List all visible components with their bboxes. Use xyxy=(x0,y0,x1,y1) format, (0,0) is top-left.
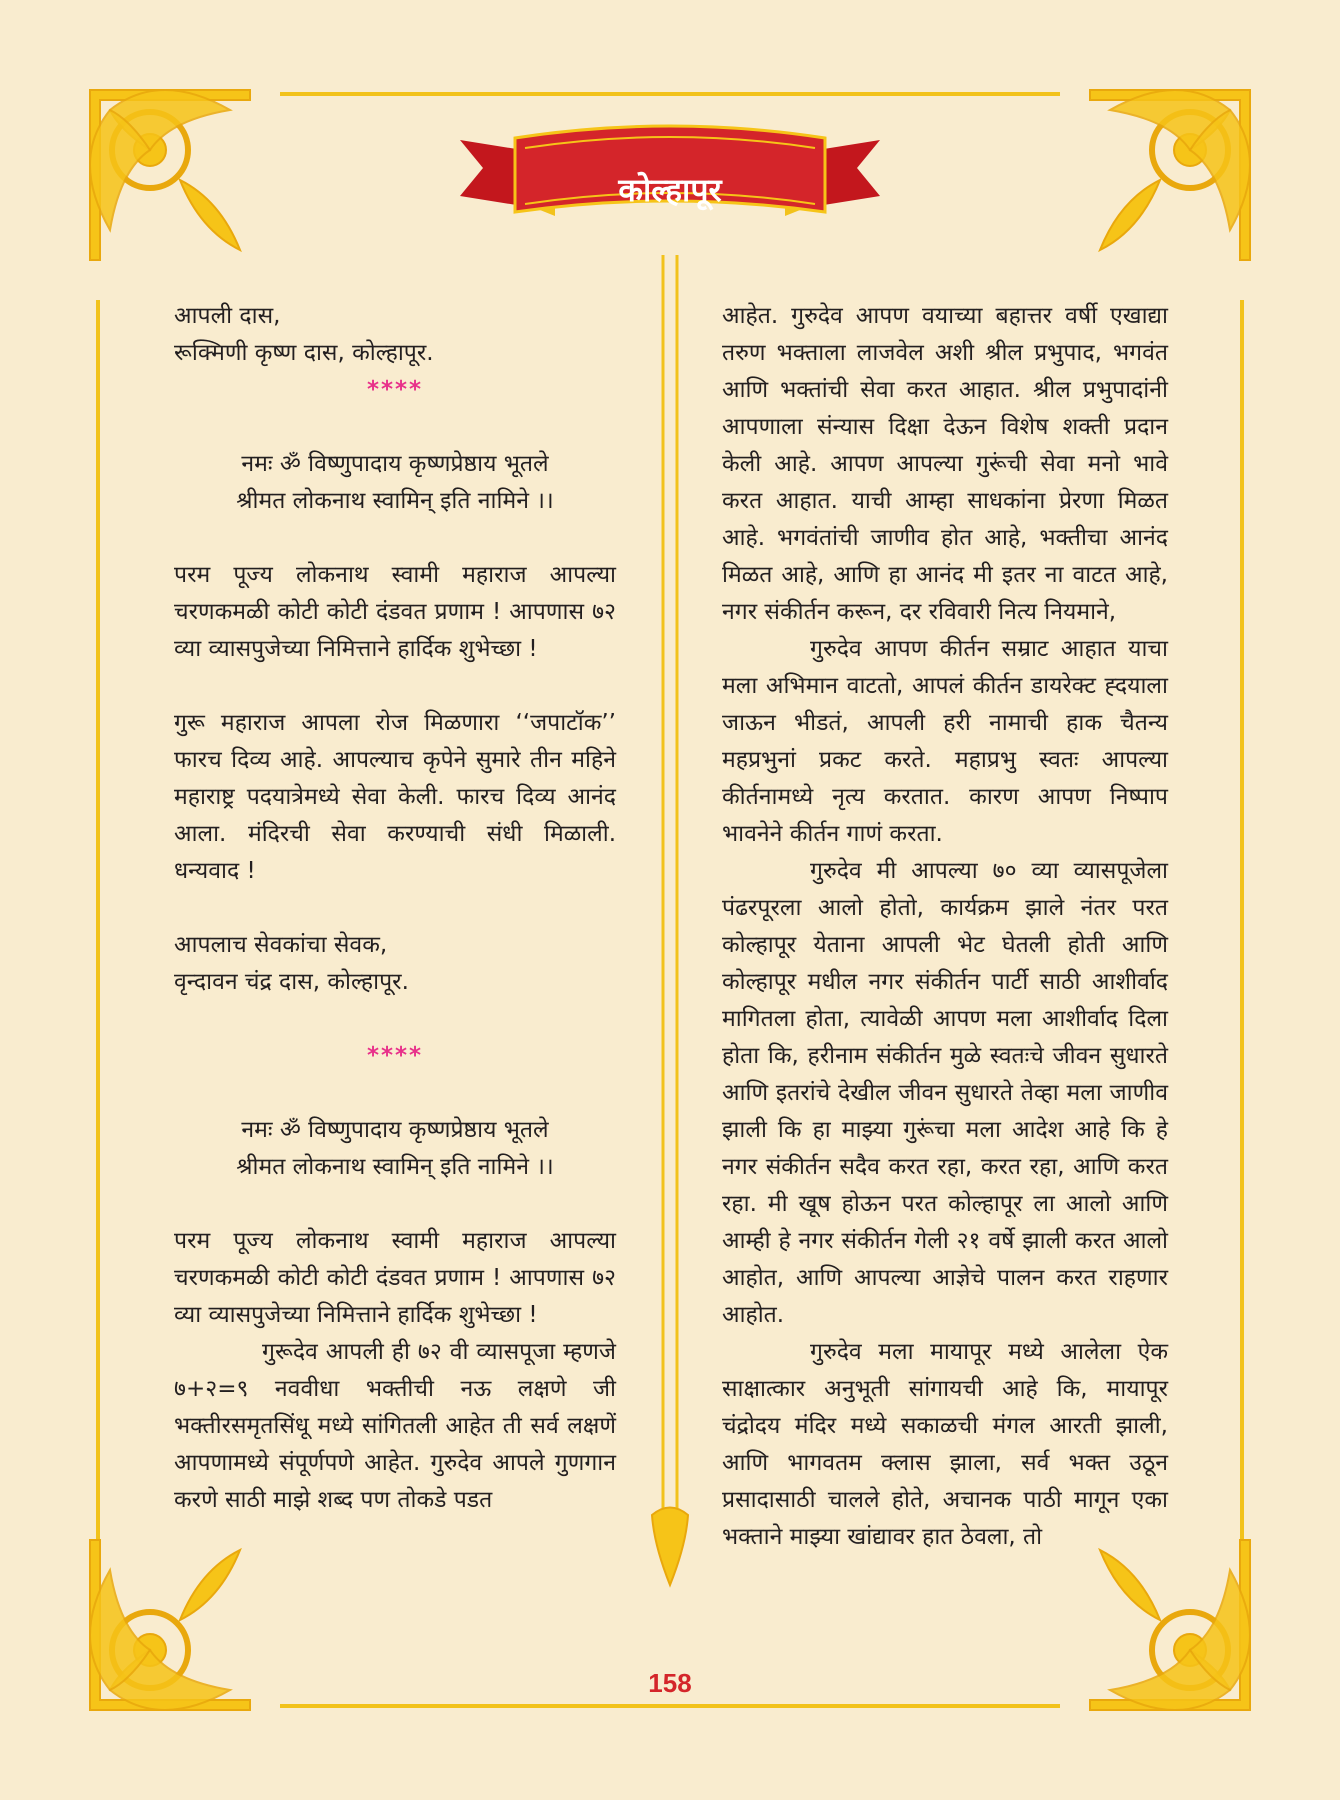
corner-ornament-top-left xyxy=(90,90,250,260)
paragraph: गुरुदेव मला मायापूर मध्ये आलेला ऐक साक्षात्कार अनुभूती सांगायची आहे कि, मायापूर चंद्रोदय मंदिर मध्ये सकाळची मंगल आरती झाली, आणि भागवतम क्लास झाला, सर्व भक्त उठून प्रसादासाठी चालले होते, अचानक पाठी मागून एका भक्ताने माझ्या खांद्यावर हात ठेवला, तो xyxy=(722,1339,1168,1550)
spacer xyxy=(174,1075,616,1112)
verse-line: नमः ॐ विष्णुपादाय कृष्णप्रेष्ठाय भूतले xyxy=(241,451,549,477)
spacer xyxy=(174,1001,616,1038)
paragraph: गुरुदेव मी आपल्या ७० व्या व्यासपूजेला पंढरपूरला आलो होतो, कार्यक्रम झाले नंतर परत कोल्हापूर येताना आपली भेट घेतली होती आणि कोल्हापूर मधील नगर संकीर्तन पार्टी साठी आशीर्वाद मागितला होता, त्यावेळी आपण मला आशीर्वाद दिला होता कि, हरीनाम संकीर्तन मुळे स्वतःचे जीवन सुधारते आणि इतरांचे देखील जीवन सुधारते तेव्हा मला जाणीव झाली कि हा माझ्या गुरूंचा मला आदेश आहे कि हे नगर संकीर्तन सदैव करत रहा, करत रहा, आणि करत रहा. मी खूष होऊन परत कोल्हापूर ला आलो आणि आम्ही हे नगर संकीर्तन गेली २१ वर्षे झाली करत आलो आहोत, आणि आपल्या आज्ञेचे पालन करत राहणार आहोत. xyxy=(722,858,1168,1328)
corner-ornament-top-right xyxy=(1090,90,1250,260)
verse-line: श्रीमत लोकनाथ स्वामिन् इति नामिने ।। xyxy=(236,1154,554,1180)
text-line: वृन्दावन चंद्र दास, कोल्हापूर. xyxy=(174,969,409,995)
spacer xyxy=(174,520,616,557)
corner-ornament-bottom-left xyxy=(90,1540,250,1710)
verse-line: श्रीमत लोकनाथ स्वामिन् इति नामिने ।। xyxy=(236,488,554,514)
paragraph: गुरुदेव आपण कीर्तन सम्राट आहात याचा मला अभिमान वाटतो, आपलं कीर्तन डायरेक्ट ह्दयाला जाऊन भीडतं, आपली हरी नामाची हाक चैतन्य महप्रभुनां प्रकट करते. महाप्रभु स्वतः आपल्या कीर्तनामध्ये नृत्य करतात. कारण आपण निष्पाप भावनेने कीर्तन गाणं करता. xyxy=(722,636,1168,847)
spacer xyxy=(174,1186,616,1223)
text-line: रूक्मिणी कृष्ण दास, कोल्हापूर. xyxy=(174,340,434,366)
spacer xyxy=(174,409,616,446)
divider-drop-ornament xyxy=(652,1508,688,1586)
paragraph: परम पूज्य लोकनाथ स्वामी महाराज आपल्या चरणकमळी कोटी कोटी दंडवत प्रणाम ! आपणास ७२ व्या व्यासपुजेच्या निमित्ताने हार्दिक शुभेच्छा ! xyxy=(174,1228,616,1328)
page-title: कोल्हापूर xyxy=(618,171,722,209)
title-banner xyxy=(455,120,885,230)
spacer xyxy=(174,890,616,927)
verse-line: नमः ॐ विष्णुपादाय कृष्णप्रेष्ठाय भूतले xyxy=(241,1117,549,1143)
paragraph: गुरूदेव आपली ही ७२ वी व्यासपूजा म्हणजे ७+२=९ नववीधा भक्तीची नऊ लक्षणे जी भक्तीरसमृतसिंधू मध्ये सांगितली आहेत ती सर्व लक्षणें आपणामध्ये संपूर्णपणे आहेत. गुरुदेव आपले गुणगान करणे साठी माझे शब्द पण तोकडे पडत xyxy=(174,1339,616,1513)
left-column xyxy=(174,298,616,1519)
text-line: आपलाच सेवकांचा सेवक, xyxy=(174,932,388,958)
page-number: 158 xyxy=(648,1668,692,1698)
column-divider xyxy=(652,255,688,1585)
right-column xyxy=(722,298,1168,1556)
text-line: आपली दास, xyxy=(174,303,281,329)
separator-stars: **** xyxy=(366,377,424,403)
spacer xyxy=(174,668,616,705)
corner-ornament-bottom-right xyxy=(1090,1540,1250,1710)
paragraph: गुरू महाराज आपला रोज मिळणारा ‘‘जपाटॉक’’ फारच दिव्य आहे. आपल्याच कृपेने सुमारे तीन महिने महाराष्ट्र पदयात्रेमध्ये सेवा केली. फारच दिव्य आनंद आला. मंदिरची सेवा करण्याची संधी मिळाली. धन्यवाद ! xyxy=(174,710,616,884)
paragraph: आहेत. गुरुदेव आपण वयाच्या बहात्तर वर्षी एखाद्या तरुण भक्ताला लाजवेल अशी श्रील प्रभुपाद, भगवंत आणि भक्तांची सेवा करत आहात. श्रील प्रभुपादांनी आपणाला संन्यास दिक्षा देऊन विशेष शक्ती प्रदान केली आहे. आपण आपल्या गुरूंची सेवा मनो भावे करत आहात. याची आम्हा साधकांना प्रेरणा मिळत आहे. भगवंतांची जाणीव होत आहे, भक्तीचा आनंद मिळत आहे, आणि हा आनंद मी इतर ना वाटत आहे, नगर संकीर्तन करून, दर रविवारी नित्य नियमाने, xyxy=(722,303,1168,625)
separator-stars: **** xyxy=(366,1043,424,1069)
paragraph: परम पूज्य लोकनाथ स्वामी महाराज आपल्या चरणकमळी कोटी कोटी दंडवत प्रणाम ! आपणास ७२ व्या व्यासपुजेच्या निमित्ताने हार्दिक शुभेच्छा ! xyxy=(174,562,616,662)
